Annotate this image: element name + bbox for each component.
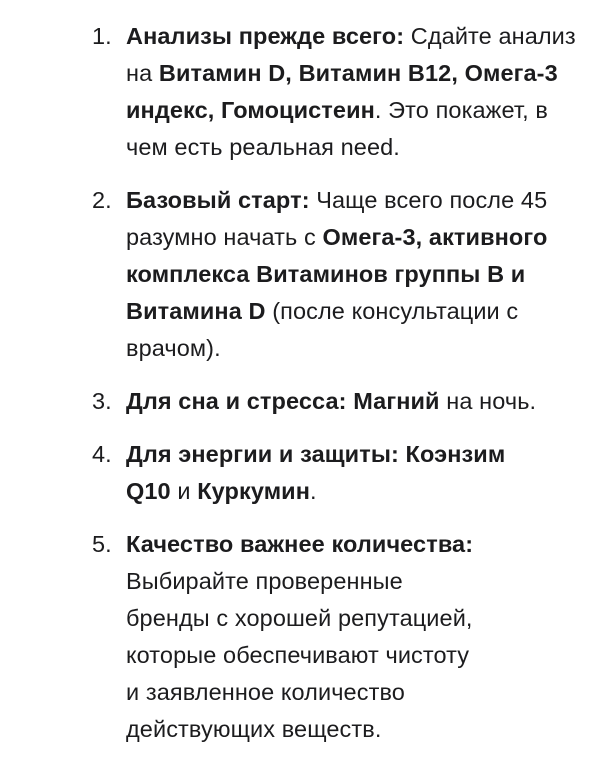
item-body: и xyxy=(170,478,198,504)
item-body: . Это покажет, в чем есть реальная need. xyxy=(126,97,548,160)
item-body: . xyxy=(310,478,317,504)
list-item xyxy=(0,18,600,166)
list-item xyxy=(0,526,600,748)
item-body-line: действующих веществ. xyxy=(126,716,382,742)
item-emphasis: Омега-3, активного комплекса Витаминов группы B и Витамина D xyxy=(126,224,548,324)
item-number: 1. xyxy=(92,23,112,49)
item-number: 4. xyxy=(92,441,112,467)
item-emphasis: Куркумин xyxy=(197,478,311,504)
item-text xyxy=(126,383,596,420)
item-heading: Для сна и стресса: Магний xyxy=(126,388,440,414)
item-heading: Анализы прежде всего: xyxy=(126,23,405,49)
list-item xyxy=(0,383,600,420)
item-body: Сдайте анализ на xyxy=(126,23,576,86)
item-body-line: которые обеспечивают чистоту xyxy=(126,642,470,668)
item-text xyxy=(126,18,586,166)
item-heading: Для энергии и защиты: Коэнзим Q10 xyxy=(126,441,506,504)
item-emphasis: Витамин D, Витамин B12, Омега-3 индекс, Гомоцистеин xyxy=(126,60,558,123)
item-number: 3. xyxy=(92,388,112,414)
item-body: Чаще всего после 45 разумно начать с xyxy=(126,187,548,250)
item-text xyxy=(126,182,566,367)
item-body-line: бренды с хорошей репутацией, xyxy=(126,605,473,631)
list-item xyxy=(0,436,600,510)
item-body-line: и заявленное количество xyxy=(126,679,405,705)
list-item xyxy=(0,182,600,367)
item-number: 5. xyxy=(92,531,112,557)
item-text xyxy=(126,436,546,510)
item-text xyxy=(126,526,526,748)
item-body: (после консультации с врачом). xyxy=(126,298,519,361)
item-body-line: Выбирайте проверенные xyxy=(126,568,403,594)
numbered-list xyxy=(0,18,600,764)
item-body: на ночь. xyxy=(439,388,537,414)
item-heading: Базовый старт: xyxy=(126,187,310,213)
item-heading: Качество важнее количества: xyxy=(126,531,474,557)
item-number: 2. xyxy=(92,187,112,213)
